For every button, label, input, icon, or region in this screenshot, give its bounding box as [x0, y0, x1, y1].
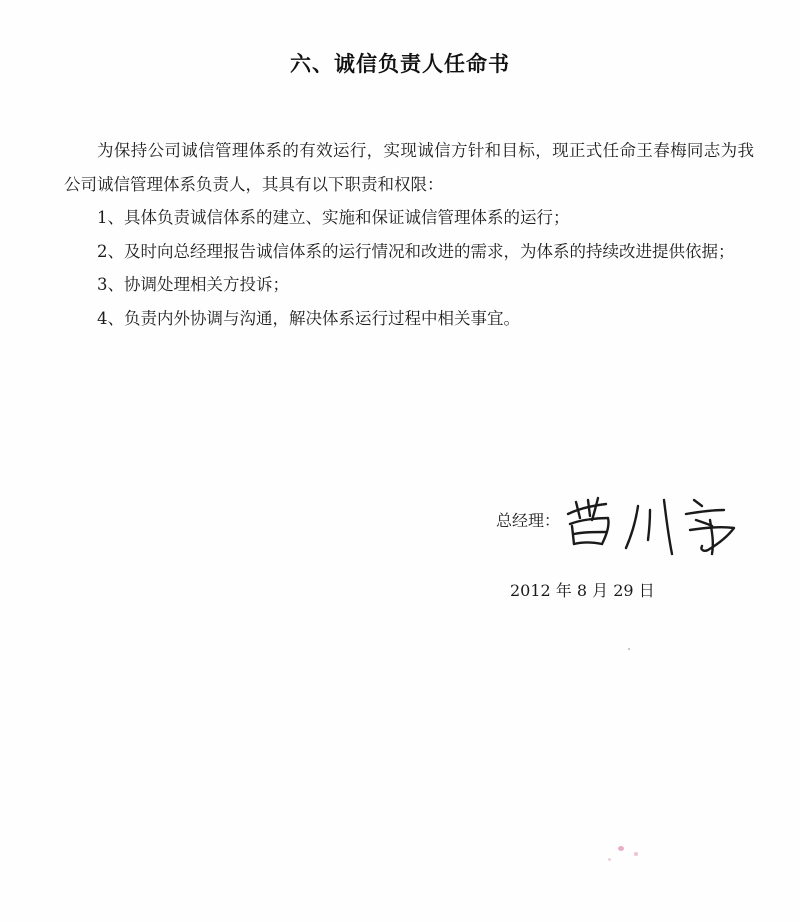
duty-item-1: 1、具体负责诚信体系的建立、实施和保证诚信管理体系的运行； — [97, 208, 570, 227]
scan-speck — [618, 846, 624, 851]
scan-speck — [608, 858, 611, 861]
signature-block — [496, 492, 756, 562]
document-body — [64, 134, 754, 335]
intro-paragraph: 为保持公司诚信管理体系的有效运行，实现诚信方针和目标，现正式任命王春梅同志为我公司诚信管理体系负责人，其具有以下职责和权限： — [64, 141, 754, 194]
duty-item-2: 2、及时向总经理报告诚信体系的运行情况和改进的需求，为体系的持续改进提供依据； — [97, 241, 735, 261]
document-title: 六、诚信负责人任命书 — [290, 52, 510, 76]
scan-speck — [628, 648, 630, 650]
duty-item-3: 3、协调处理相关方投诉； — [97, 275, 289, 294]
scan-speck — [634, 852, 638, 856]
handwritten-signature-icon — [562, 492, 752, 562]
signature-label: 总经理： — [496, 511, 561, 530]
duty-item-4: 4、负责内外协调与沟通，解决体系运行过程中相关事宜。 — [97, 308, 520, 328]
document-date: 2012 年 8 月 29 日 — [510, 581, 655, 600]
